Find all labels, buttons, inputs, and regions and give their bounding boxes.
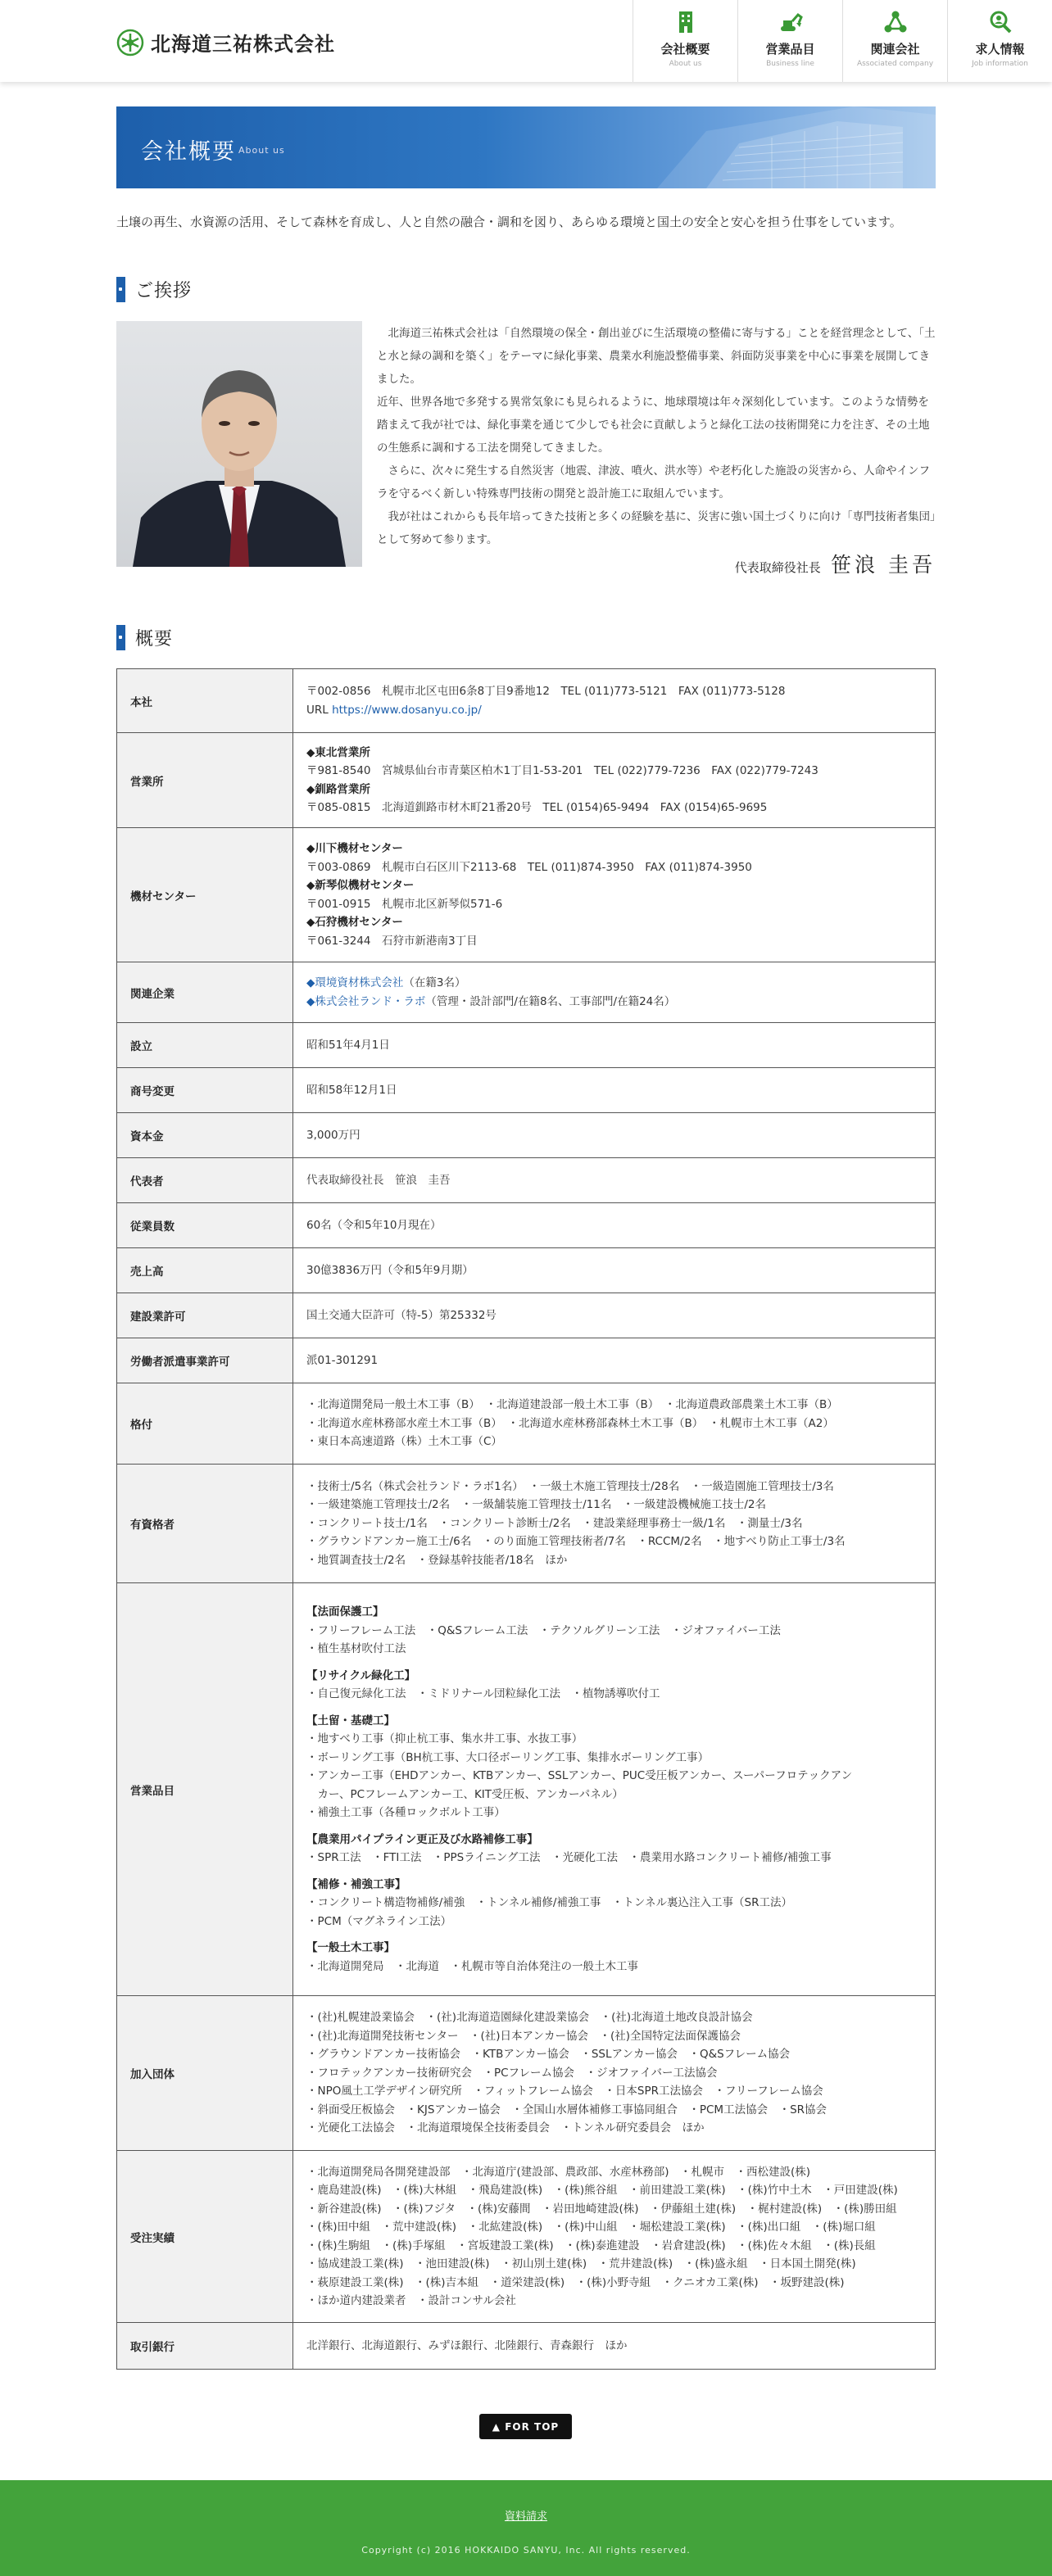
row-value: 30億3836万円（令和5年9月期） <box>293 1248 936 1293</box>
affiliate-mark: ◆ <box>306 994 315 1008</box>
row-value: 昭和51年4月1日 <box>293 1023 936 1068</box>
center-name: ◆新琴似機材センター <box>306 879 415 892</box>
search-person-icon <box>988 10 1013 34</box>
center-address: 〒061-3244 石狩市新港南3丁目 <box>306 934 478 948</box>
row-label: 設立 <box>117 1023 293 1068</box>
nav-jobs-label: 求人情報 <box>975 42 1025 57</box>
table-row <box>117 1996 936 2151</box>
nav-associated-label: 関連会社 <box>870 42 920 57</box>
list-item: ・コンクリート構造物補修/補強 ・トンネル補修/補強工事 ・トンネル裏込注入工事（SR工法） <box>306 1896 792 1909</box>
category-title: 【法面保護工】 <box>306 1605 384 1618</box>
list-item: ・(株)生駒組 ・(株)手塚組 ・宮坂建設工業(株) ・(株)泰進建設 ・岩倉建設(株) ・(株)佐々木組 ・(株)長組 <box>306 2239 876 2252</box>
branch-address: 〒085-0815 北海道釧路市材木町21番20号 TEL (0154)65-9494 FAX (0154)65-9695 <box>306 801 768 814</box>
list-item: ・(株)田中組 ・荒中建設(株) ・北紘建設(株) ・(株)中山組 ・堀松建設工業(株) ・(株)出口組 ・(株)堀口組 <box>306 2221 876 2234</box>
affiliate-line <box>306 993 922 1012</box>
heading-marker <box>116 277 125 302</box>
row-label: 従業員数 <box>117 1203 293 1248</box>
affiliate-link[interactable]: 株式会社ランド・ラボ <box>315 994 426 1008</box>
list-item: ・地質調査技士/2名 ・登録基幹技能者/18名 ほか <box>306 1553 568 1567</box>
category-title: 【土留・基礎工】 <box>306 1714 395 1727</box>
greeting-paragraph: 我が社はこれからも長年培ってきた技術と多くの経験を基に、災害に強い国土づくりに向け「専門技術者集団」として努めて参ります。 <box>377 510 936 546</box>
row-label: 商号変更 <box>117 1068 293 1113</box>
nav-about-en: About us <box>669 60 702 68</box>
list-item: ・北海道開発局 ・北海道 ・札幌市等自治体発注の一般土木工事 <box>306 1959 638 1973</box>
row-value <box>293 1465 936 1583</box>
overview-heading <box>116 625 173 650</box>
row-value: 昭和58年12月1日 <box>293 1068 936 1113</box>
list-item: ・北海道開発局一般土木工事（B） ・北海道建設部一般土木工事（B） ・北海道農政部農業土木工事（B） <box>306 1398 838 1412</box>
row-label: 取引銀行 <box>117 2323 293 2370</box>
head-office-address: 〒002-0856 札幌市北区屯田6条8丁目9番地12 TEL (011)773-5121 FAX (011)773-5128 <box>306 685 786 698</box>
center-name: ◆石狩機材センター <box>306 916 403 929</box>
building-icon <box>673 10 698 34</box>
greeting-message <box>377 322 936 551</box>
table-row <box>117 1023 936 1068</box>
table-row <box>117 962 936 1023</box>
table-row <box>117 828 936 962</box>
list-item: ・鹿島建設(株) ・(株)大林組 ・飛島建設(株) ・(株)熊谷組 ・前田建設工業(株) ・(株)竹中土木 ・戸田建設(株) <box>306 2184 898 2197</box>
row-label: 関連企業 <box>117 962 293 1023</box>
row-value <box>293 828 936 962</box>
list-item: ・新谷建設(株) ・(株)フジタ ・(株)安藤間 ・岩田地崎建設(株) ・伊藤組土建(株) ・梶村建設(株) ・(株)勝田組 <box>306 2202 897 2216</box>
nav-business-en: Business line <box>766 60 814 68</box>
affiliate-note: （管理・設計部門/在籍8名、工事部門/在籍24名） <box>425 994 676 1008</box>
url-line <box>306 701 922 720</box>
list-item: ・コンクリート技士/1名 ・コンクリート診断士/2名 ・建設業経理事務士一級/1名 ・測量士/3名 <box>306 1516 803 1530</box>
list-item: ・NPO風土工学デザイン研究所 ・フィットフレーム協会 ・日本SPR工法協会 ・フリーフレーム協会 <box>306 2085 823 2098</box>
row-value <box>293 669 936 733</box>
nav-associated[interactable] <box>842 0 947 82</box>
table-row <box>117 669 936 733</box>
company-name: 北海道三祐株式会社 <box>151 33 335 56</box>
list-item: ・斜面受圧板協会 ・KJSアンカー協会 ・全国山水層体補修工事協同組合 ・PCM工法協会 ・SR協会 <box>306 2103 828 2116</box>
center-address: 〒003-0869 札幌市白石区川下2113-68 TEL (011)874-3950 FAX (011)874-3950 <box>306 860 752 874</box>
list-item: ・一級建築施工管理技士/2名 ・一級舗装施工管理技士/11名 ・一級建設機械施工技士/2名 <box>306 1498 767 1512</box>
website-link[interactable]: https://www.dosanyu.co.jp/ <box>332 703 482 717</box>
heading-marker <box>116 625 125 650</box>
row-value: 派01-301291 <box>293 1338 936 1383</box>
signature <box>713 549 936 578</box>
page-title-en: About us <box>238 145 285 156</box>
row-value <box>293 1583 936 1996</box>
table-row <box>117 1583 936 1996</box>
row-label: 資本金 <box>117 1113 293 1158</box>
page-banner <box>116 106 936 188</box>
site-footer <box>0 2480 1052 2576</box>
row-value <box>293 1383 936 1465</box>
list-item: ・(社)札幌建設業協会 ・(社)北海道造園緑化建設業協会 ・(社)北海道土地改良設計協会 <box>306 2011 753 2025</box>
affiliate-link[interactable]: 環境資材株式会社 <box>315 976 404 989</box>
table-row <box>117 1293 936 1338</box>
list-item: ・ほか道内建設業者 ・設計コンサル会社 <box>306 2294 516 2307</box>
list-item: ・植生基材吹付工法 <box>306 1642 406 1655</box>
row-label: 建設業許可 <box>117 1293 293 1338</box>
url-prefix: URL <box>306 703 333 717</box>
row-value: 60名（令和5年10月現在） <box>293 1203 936 1248</box>
row-label: 加入団体 <box>117 1996 293 2151</box>
table-row <box>117 1113 936 1158</box>
center-address: 〒001-0915 札幌市北区新琴似571-6 <box>306 897 503 911</box>
table-row <box>117 1465 936 1583</box>
branch-name: ◆釧路営業所 <box>306 782 370 796</box>
nav-about-label: 会社概要 <box>660 42 710 57</box>
row-value: 国土交通大臣許可（特-5）第25332号 <box>293 1293 936 1338</box>
copyright: Copyright (c) 2016 HOKKAIDO SANYU, Inc. All rights reserved. <box>361 2545 691 2556</box>
nav-business[interactable] <box>737 0 842 82</box>
branch-address: 〒981-8540 宮城県仙台市青葉区柏木1丁目1-53-201 TEL (022)779-7236 FAX (022)779-7243 <box>306 764 818 777</box>
site-header <box>0 0 1052 82</box>
row-label: 受注実績 <box>117 2151 293 2323</box>
nav-associated-en: Associated company <box>856 60 934 68</box>
list-item: ・SPR工法 ・FTI工法 ・PPSライニング工法 ・光硬化工法 ・農業用水路コンクリート補修/補強工事 <box>306 1851 832 1864</box>
president-photo <box>116 321 362 567</box>
overview-heading-text: 概要 <box>135 629 174 650</box>
greeting-paragraph: 北海道三祐株式会社は「自然環境の保全・創出並びに生活環境の整備に寄与する」ことを経営理念として、「土と水と緑の調和を築く」をテーマに緑化事業、農業水利施設整備事業、斜面防災事業を中心に事業を展開してきました。 <box>377 327 936 386</box>
page-title: 会社概要 <box>141 139 236 165</box>
logo-mark-icon <box>116 29 144 57</box>
list-item: ・北海道水産林務部水産土木工事（B） ・北海道水産林務部森林土木工事（B） ・札幌市土木工事（A2） <box>306 1416 834 1430</box>
nav-business-label: 営業品目 <box>765 42 815 57</box>
table-row <box>117 1383 936 1465</box>
row-label: 格付 <box>117 1383 293 1465</box>
list-item: ・ボーリング工事（BH杭工事、大口径ボーリング工事、集排水ボーリング工事） <box>306 1750 710 1764</box>
list-item: ・協成建設工業(株) ・池田建設(株) ・初山別土建(株) ・荒井建設(株) ・(株)盛永組 ・日本国土開発(株) <box>306 2257 856 2270</box>
row-label: 代表者 <box>117 1158 293 1203</box>
category-title: 【農業用パイプライン更正及び水路補修工事】 <box>306 1832 538 1846</box>
affiliate-note: （在籍3名） <box>403 976 466 989</box>
list-item: ・技術士/5名（株式会社ランド・ラボ1名） ・一級土木施工管理技士/28名 ・一級造園施工管理技士/3名 <box>306 1479 834 1493</box>
category-title: 【リサイクル緑化工】 <box>306 1668 416 1682</box>
greeting-heading <box>116 277 192 302</box>
document-request-link[interactable]: 資料請求 <box>504 2510 547 2523</box>
row-label: 本社 <box>117 669 293 733</box>
back-to-top-button[interactable]: ▲ FOR TOP <box>479 2414 572 2439</box>
row-value: 3,000万円 <box>293 1113 936 1158</box>
list-item: ・グラウンドアンカー技術協会 ・KTBアンカー協会 ・SSLアンカー協会 ・Q&Sフレーム協会 <box>306 2048 791 2062</box>
intro-text: 土壌の再生、水資源の活用、そして森林を育成し、人と自然の融合・調和を図り、あらゆる環境と国土の安全と安心を担う仕事をしています。 <box>116 215 902 229</box>
list-item: ・アンカー工事（EHDアンカー、KTBアンカー、SSLアンカー、PUC受圧板アンカー、スーパーフロテックアン <box>306 1769 853 1782</box>
list-item: ・グラウンドアンカー施工士/6名 ・のり面施工管理技術者/7名 ・RCCM/2名 ・地すべり防止工事士/3名 <box>306 1535 846 1549</box>
table-row <box>117 2151 936 2323</box>
signature-role: 代表取締役社長 <box>734 560 821 575</box>
list-item: ・補強土工事（各種ロックボルト工事） <box>306 1806 506 1819</box>
nav-about[interactable] <box>633 0 737 82</box>
excavator-icon <box>778 10 803 34</box>
table-row <box>117 1338 936 1383</box>
row-value: 代表取締役社長 笹浪 圭吾 <box>293 1158 936 1203</box>
list-item: カー、PCフレームアンカー工、KIT受圧板、アンカーパネル） <box>306 1787 623 1801</box>
row-label: 有資格者 <box>117 1465 293 1583</box>
row-label: 営業品目 <box>117 1583 293 1996</box>
category-title: 【一般土木工事】 <box>306 1941 395 1954</box>
list-item: ・萩原建設工業(株) ・(株)吉本組 ・道栄建設(株) ・(株)小野寺組 ・クニオカ工業(株) ・坂野建設(株) <box>306 2275 845 2289</box>
table-row <box>117 1248 936 1293</box>
category-title: 【補修・補強工事】 <box>306 1877 406 1891</box>
row-value <box>293 733 936 828</box>
list-item: ・フロテックアンカー技術研究会 ・PCフレーム協会 ・ジオファイバー工法協会 <box>306 2066 718 2080</box>
row-label: 機材センター <box>117 828 293 962</box>
affiliate-mark: ◆ <box>306 976 315 989</box>
list-item: ・光硬化工法協会 ・北海道環境保全技術委員会 ・トンネル研究委員会 ほか <box>306 2121 705 2135</box>
signature-name: 笹浪 圭吾 <box>831 553 936 577</box>
list-item: ・自己復元緑化工法 ・ミドリナール団粒緑化工法 ・植物誘導吹付工 <box>306 1687 660 1700</box>
row-label: 労働者派遣事業許可 <box>117 1338 293 1383</box>
list-item: ・北海道開発局各開発建設部 ・北海道庁(建設部、農政部、水産林務部) ・札幌市 ・西松建設(株) <box>306 2165 811 2179</box>
affiliate-line <box>306 974 922 993</box>
nav-jobs-en: Job information <box>972 60 1028 68</box>
greeting-paragraph: 近年、世界各地で多発する異常気象にも見られるように、地球環境は年々深刻化しています。このような情勢を踏まえて我が社では、緑化事業を通じて少しでも社会に貢献しようと緑化工法の技術開発に力を注ぎ、その土地の生態系に調和する工法を開発してきました。 <box>377 396 930 455</box>
list-item: ・(社)北海道開発技術センター ・(社)日本アンカー協会 ・(社)全国特定法面保護協会 <box>306 2029 741 2043</box>
table-row <box>117 1158 936 1203</box>
row-value: 北洋銀行、北海道銀行、みずほ銀行、北陸銀行、青森銀行 ほか <box>293 2323 936 2370</box>
row-value <box>293 2151 936 2323</box>
row-label: 売上高 <box>117 1248 293 1293</box>
list-item: ・地すべり工事（抑止杭工事、集水井工事、水抜工事） <box>306 1732 583 1745</box>
row-label: 営業所 <box>117 733 293 828</box>
table-row <box>117 1203 936 1248</box>
company-logo[interactable] <box>116 28 335 57</box>
row-value <box>293 962 936 1023</box>
list-item: ・PCM（マグネライン工法） <box>306 1914 452 1928</box>
network-icon <box>883 10 908 34</box>
nav-jobs[interactable] <box>947 0 1052 82</box>
branch-name: ◆東北営業所 <box>306 745 370 759</box>
table-row <box>117 733 936 828</box>
table-row <box>117 2323 936 2370</box>
center-name: ◆川下機材センター <box>306 842 403 855</box>
list-item: ・フリーフレーム工法 ・Q&Sフレーム工法 ・テクソルグリーン工法 ・ジオファイバー工法 <box>306 1623 781 1637</box>
greeting-heading-text: ご挨拶 <box>135 281 193 301</box>
row-value <box>293 1996 936 2151</box>
global-nav <box>633 0 1052 82</box>
greeting-paragraph: さらに、次々に発生する自然災害（地震、津波、噴火、洪水等）や老朽化した施設の災害から、人命やインフラを守るべく新しい特殊専門技術の開発と設計施工に取組んでいます。 <box>377 464 930 500</box>
list-item: ・東日本高速道路（株）土木工事（C） <box>306 1435 502 1449</box>
company-overview-table <box>116 668 936 2370</box>
table-row <box>117 1068 936 1113</box>
